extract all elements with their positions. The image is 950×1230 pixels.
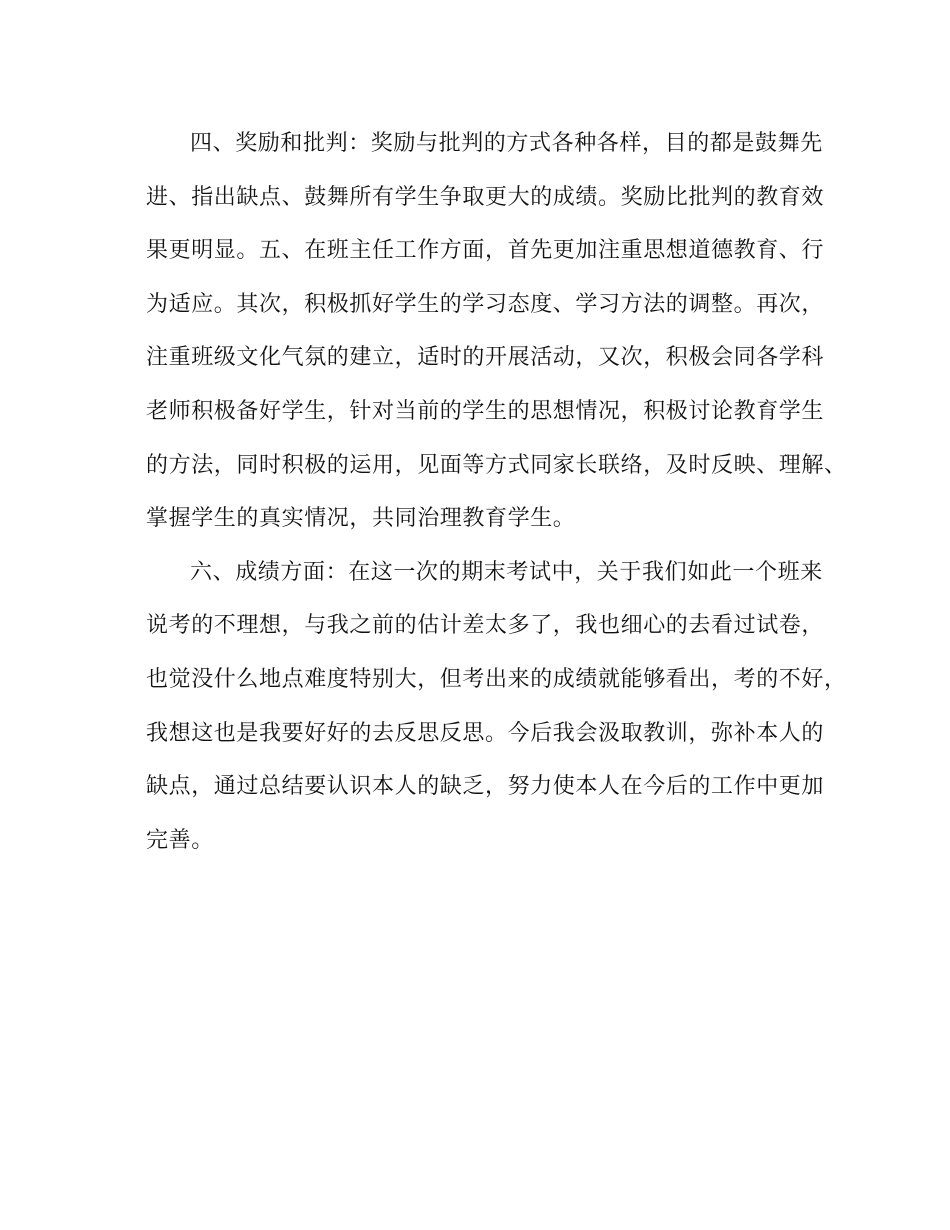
text-line: 我想这也是我要好好的去反思反思。今后我会汲取教训，弥补本人的: [146, 720, 825, 746]
text-line: 四、奖励和批判：奖励与批判的方式各种各样，目的都是鼓舞先: [190, 131, 823, 156]
text-line: 果更明显。五、在班主任工作方面，首先更加注重思想道德教育、行: [146, 238, 825, 264]
text-line: 六、成绩方面：在这一次的期末考试中，关于我们如此一个班来: [190, 559, 823, 585]
text-line: 老师积极备好学生，针对当前的学生的思想情况，积极讨论教育学生: [146, 398, 825, 424]
text-line: 完善。: [146, 827, 214, 853]
text-line: 的方法，同时积极的运用，见面等方式同家长联络，及时反映、理解、: [146, 452, 847, 478]
text-line: 说考的不理想，与我之前的估计差太多了，我也细心的去看过试卷，: [146, 613, 825, 639]
text-line: 为适应。其次，积极抓好学生的学习态度、学习方法的调整。再次，: [146, 291, 825, 317]
text-line: 掌握学生的真实情况，共同治理教育学生。: [146, 506, 576, 532]
text-line: 进、指出缺点、鼓舞所有学生争取更大的成绩。奖励比批判的教育效: [146, 184, 825, 210]
body-text: [146, 122, 847, 872]
text-line: 注重班级文化气氛的建立，适时的开展活动，又次，积极会同各学科: [146, 345, 825, 371]
text-line: 缺点，通过总结要认识本人的缺乏，努力使本人在今后的工作中更加: [146, 774, 825, 800]
text-line: 也觉没什么地点难度特别大，但考出来的成绩就能够看出，考的不好，: [146, 666, 847, 692]
